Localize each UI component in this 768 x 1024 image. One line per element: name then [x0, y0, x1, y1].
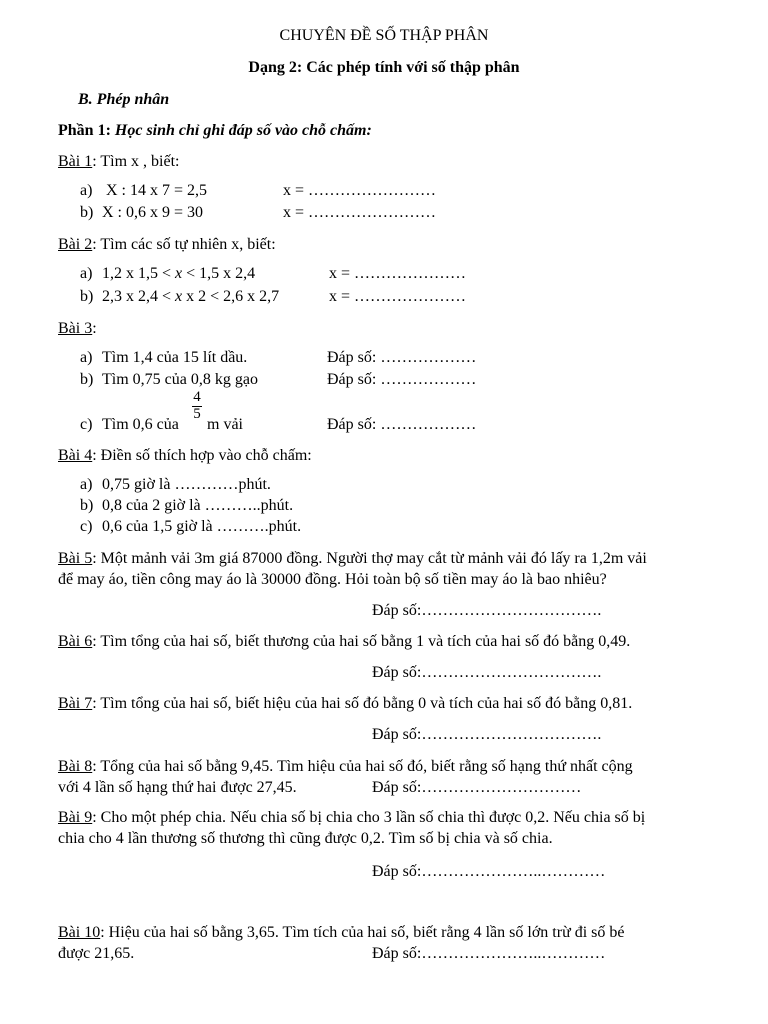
exercise-5-text: : Một mảnh vải 3m giá 87000 đồng. Người thợ may cắt từ mảnh vải đó lấy ra 1,2m vải	[92, 550, 647, 567]
exercise-6-answer-blank: Đáp số:…………………………….	[372, 664, 602, 681]
exercise-4b-letter: b)	[80, 497, 94, 514]
exercise-3c-text-after: m vải	[207, 416, 243, 433]
exercise-2a-expr-right: < 1,5 x 2,4	[182, 265, 256, 282]
exercise-5-label: Bài 5	[58, 550, 93, 567]
exercise-1b-letter: b)	[80, 204, 94, 221]
exercise-2b-letter: b)	[80, 288, 94, 305]
exercise-7-line-1	[58, 696, 632, 712]
exercise-3b-letter: b)	[80, 371, 94, 388]
exercise-4a-text: 0,75 giờ là …………phút.	[102, 476, 271, 493]
exercise-2-label: Bài 2	[58, 236, 93, 253]
exercise-1a-letter: a)	[80, 182, 93, 199]
exercise-2a-expression	[102, 266, 255, 282]
fraction-numerator: 4	[193, 389, 201, 405]
exercise-4-prompt: : Điền số thích hợp vào chỗ chấm:	[92, 447, 312, 464]
exercise-2a-letter: a)	[80, 265, 93, 282]
fraction-denominator: 5	[193, 406, 201, 422]
exercise-10-text: : Hiệu của hai số bằng 3,65. Tìm tích của hai số, biết rằng 4 lần số lớn trừ đi số bé	[100, 924, 625, 941]
exercise-3a-text: Tìm 1,4 của 15 lít dầu.	[102, 349, 248, 366]
exercise-3c-text-before: Tìm 0,6 của	[102, 416, 179, 433]
exercise-2b-expr-right: x 2 < 2,6 x 2,7	[182, 288, 280, 305]
exercise-2a-variable: x	[175, 265, 183, 282]
exercise-1-label: Bài 1	[58, 153, 93, 170]
exercise-3a-answer-blank: Đáp số: ………………	[327, 349, 477, 366]
exercise-3-label: Bài 3	[58, 320, 93, 337]
exercise-4c-text: 0,6 của 1,5 giờ là ……….phút.	[102, 518, 302, 535]
exercise-4a-letter: a)	[80, 476, 93, 493]
exercise-2b-answer-blank: x = …………………	[329, 288, 467, 305]
exercise-8-line-1	[58, 759, 633, 775]
exercise-3c-answer-blank: Đáp số: ………………	[327, 416, 477, 433]
exercise-1a-expression: X : 14 x 7 = 2,5	[106, 182, 208, 199]
exercise-6-label: Bài 6	[58, 633, 93, 650]
exercise-7-label: Bài 7	[58, 695, 93, 712]
exercise-6-line-1	[58, 634, 630, 650]
section-heading: B. Phép nhân	[78, 91, 170, 108]
exercise-2b-expression	[102, 289, 279, 305]
exercise-3-prompt: :	[92, 320, 97, 337]
exercise-10-line-1	[58, 925, 625, 941]
exercise-7-text: : Tìm tổng của hai số, biết hiệu của hai số đó bằng 0 và tích của hai số đó bằng 0,81.	[92, 695, 633, 712]
exercise-2a-expr-left: 1,2 x 1,5 <	[102, 265, 176, 282]
exercise-4-label: Bài 4	[58, 447, 93, 464]
exercise-7-answer-blank: Đáp số:…………………………….	[372, 726, 602, 743]
page-title: CHUYÊN ĐỀ SỐ THẬP PHÂN	[279, 27, 489, 44]
exercise-9-line-2: chia cho 4 lần thương số thương thì cũng được 0,2. Tìm số bị chia và số chia.	[58, 830, 553, 847]
part-instruction: Học sinh chỉ ghi đáp số vào chỗ chấm:	[114, 122, 372, 139]
part-heading	[58, 123, 372, 139]
exercise-4c-letter: c)	[80, 518, 93, 535]
part-label: Phần 1	[58, 122, 106, 139]
exercise-2b-variable: x	[175, 288, 183, 305]
exercise-2a-answer-blank: x = …………………	[329, 265, 467, 282]
exercise-9-answer-blank: Đáp số:…………………..…………	[372, 863, 606, 880]
exercise-2-heading	[58, 237, 276, 253]
exercise-4-heading	[58, 448, 312, 464]
exercise-9-text: : Cho một phép chia. Nếu chia số bị chia cho 3 lần số chia thì được 0,2. Nếu chia số bị	[92, 809, 646, 826]
exercise-3-heading	[58, 321, 97, 337]
page-subtitle: Dạng 2: Các phép tính với số thập phân	[248, 59, 520, 76]
exercise-9-label: Bài 9	[58, 809, 93, 826]
exercise-3c-letter: c)	[80, 416, 93, 433]
exercise-8-answer-blank: Đáp số:…………………………	[372, 779, 582, 796]
exercise-5-answer-blank: Đáp số:…………………………….	[372, 602, 602, 619]
part-colon: :	[105, 122, 115, 139]
exercise-9-line-1	[58, 810, 645, 826]
exercise-5-line-2: để may áo, tiền công may áo là 30000 đồng. Hỏi toàn bộ số tiền may áo là bao nhiêu?	[58, 571, 607, 588]
exercise-1b-answer-blank: x = ……………………	[283, 204, 437, 221]
exercise-5-line-1	[58, 551, 647, 567]
exercise-3c-fraction	[190, 390, 204, 422]
exercise-3b-text: Tìm 0,75 của 0,8 kg gạo	[102, 371, 258, 388]
exercise-8-label: Bài 8	[58, 758, 93, 775]
exercise-10-line-2: được 21,65.	[58, 945, 135, 962]
exercise-10-label: Bài 10	[58, 924, 101, 941]
exercise-1-heading	[58, 154, 179, 170]
exercise-3a-letter: a)	[80, 349, 93, 366]
exercise-8-text: : Tổng của hai số bằng 9,45. Tìm hiệu của hai số đó, biết rằng số hạng thứ nhất cộng	[92, 758, 633, 775]
exercise-2b-expr-left: 2,3 x 2,4 <	[102, 288, 176, 305]
exercise-1a-answer-blank: x = ……………………	[283, 182, 437, 199]
exercise-1-prompt: : Tìm x , biết:	[92, 153, 180, 170]
exercise-2-prompt: : Tìm các số tự nhiên x, biết:	[92, 236, 276, 253]
exercise-3b-answer-blank: Đáp số: ………………	[327, 371, 477, 388]
exercise-6-text: : Tìm tổng của hai số, biết thương của hai số bằng 1 và tích của hai số đó bằng 0,49.	[92, 633, 631, 650]
exercise-8-line-2: với 4 lần số hạng thứ hai được 27,45.	[58, 779, 297, 796]
exercise-4b-text: 0,8 của 2 giờ là ………..phút.	[102, 497, 294, 514]
exercise-1b-expression: X : 0,6 x 9 = 30	[102, 204, 204, 221]
exercise-10-answer-blank: Đáp số:…………………..…………	[372, 945, 606, 962]
